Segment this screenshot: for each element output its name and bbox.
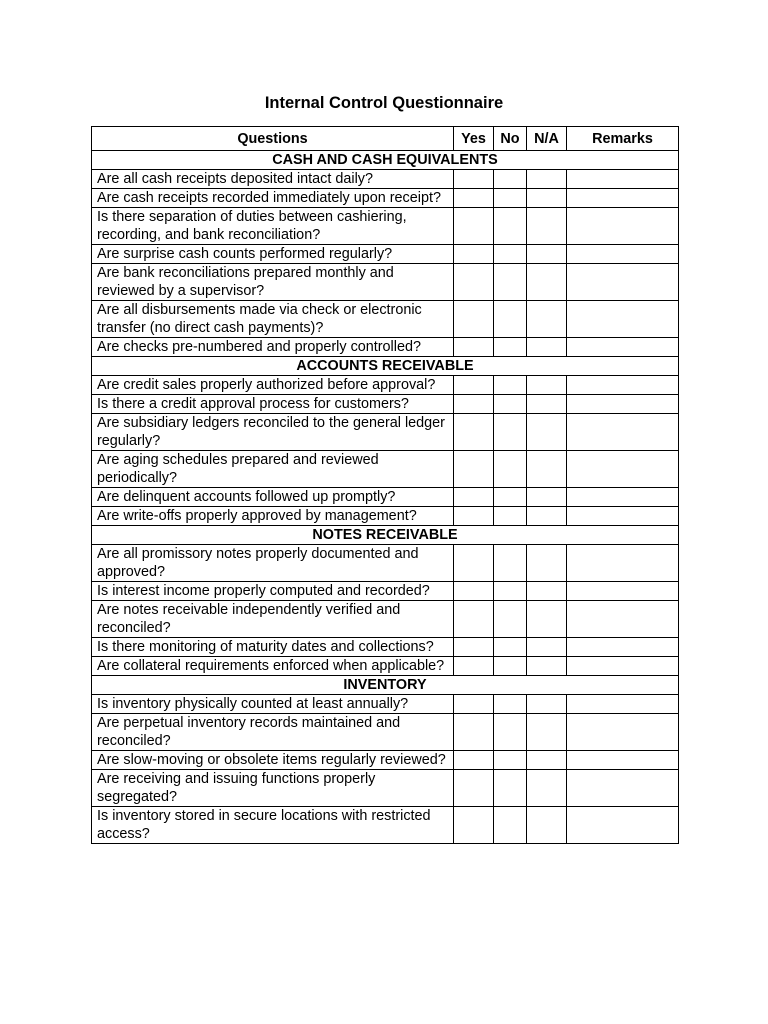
question-text: Are checks pre-numbered and properly controlled? [92, 338, 454, 357]
remarks-cell[interactable] [567, 264, 679, 301]
na-cell[interactable] [527, 582, 567, 601]
no-cell[interactable] [494, 507, 527, 526]
section-row [92, 151, 679, 170]
section-title: NOTES RECEIVABLE [92, 526, 679, 545]
question-row [92, 714, 679, 751]
no-cell[interactable] [494, 657, 527, 676]
na-cell[interactable] [527, 601, 567, 638]
remarks-cell[interactable] [567, 414, 679, 451]
remarks-cell[interactable] [567, 338, 679, 357]
question-text: Are perpetual inventory records maintained and reconciled? [92, 714, 454, 751]
yes-column-header: Yes [454, 127, 494, 151]
yes-cell[interactable] [454, 545, 494, 582]
no-cell[interactable] [494, 807, 527, 844]
question-text: Is inventory physically counted at least annually? [92, 695, 454, 714]
question-text: Are cash receipts recorded immediately upon receipt? [92, 189, 454, 208]
na-cell[interactable] [527, 301, 567, 338]
question-row [92, 414, 679, 451]
question-row [92, 264, 679, 301]
question-row [92, 545, 679, 582]
remarks-cell[interactable] [567, 582, 679, 601]
question-text: Are bank reconciliations prepared monthly and reviewed by a supervisor? [92, 264, 454, 301]
yes-cell[interactable] [454, 657, 494, 676]
remarks-cell[interactable] [567, 770, 679, 807]
no-cell[interactable] [494, 208, 527, 245]
no-cell[interactable] [494, 601, 527, 638]
question-text: Are all cash receipts deposited intact daily? [92, 170, 454, 189]
question-row [92, 170, 679, 189]
yes-cell[interactable] [454, 376, 494, 395]
question-text: Are notes receivable independently verified and reconciled? [92, 601, 454, 638]
remarks-cell[interactable] [567, 657, 679, 676]
question-text: Is interest income properly computed and recorded? [92, 582, 454, 601]
yes-cell[interactable] [454, 189, 494, 208]
no-cell[interactable] [494, 264, 527, 301]
remarks-cell[interactable] [567, 301, 679, 338]
na-cell[interactable] [527, 395, 567, 414]
remarks-cell[interactable] [567, 189, 679, 208]
na-cell[interactable] [527, 545, 567, 582]
no-cell[interactable] [494, 545, 527, 582]
no-cell[interactable] [494, 451, 527, 488]
na-cell[interactable] [527, 770, 567, 807]
no-cell[interactable] [494, 301, 527, 338]
yes-cell[interactable] [454, 582, 494, 601]
na-cell[interactable] [527, 264, 567, 301]
yes-cell[interactable] [454, 714, 494, 751]
na-cell[interactable] [527, 414, 567, 451]
na-cell[interactable] [527, 170, 567, 189]
question-row [92, 657, 679, 676]
question-text: Are delinquent accounts followed up promptly? [92, 488, 454, 507]
yes-cell[interactable] [454, 638, 494, 657]
yes-cell[interactable] [454, 170, 494, 189]
question-row [92, 376, 679, 395]
na-cell[interactable] [527, 714, 567, 751]
remarks-cell[interactable] [567, 545, 679, 582]
question-text: Are aging schedules prepared and reviewed periodically? [92, 451, 454, 488]
question-text: Is inventory stored in secure locations with restricted access? [92, 807, 454, 844]
yes-cell[interactable] [454, 264, 494, 301]
section-row [92, 357, 679, 376]
yes-cell[interactable] [454, 751, 494, 770]
no-cell[interactable] [494, 751, 527, 770]
question-row [92, 582, 679, 601]
no-cell[interactable] [494, 488, 527, 507]
question-text: Are collateral requirements enforced when applicable? [92, 657, 454, 676]
no-cell[interactable] [494, 189, 527, 208]
no-cell[interactable] [494, 582, 527, 601]
question-row [92, 638, 679, 657]
question-row [92, 601, 679, 638]
na-cell[interactable] [527, 695, 567, 714]
na-cell[interactable] [527, 376, 567, 395]
remarks-cell[interactable] [567, 638, 679, 657]
yes-cell[interactable] [454, 245, 494, 264]
yes-cell[interactable] [454, 414, 494, 451]
question-text: Is there separation of duties between cashiering, recording, and bank reconciliation? [92, 208, 454, 245]
yes-cell[interactable] [454, 208, 494, 245]
no-cell[interactable] [494, 714, 527, 751]
na-cell[interactable] [527, 638, 567, 657]
question-text: Are write-offs properly approved by management? [92, 507, 454, 526]
question-text: Are slow-moving or obsolete items regularly reviewed? [92, 751, 454, 770]
remarks-cell[interactable] [567, 751, 679, 770]
yes-cell[interactable] [454, 695, 494, 714]
questionnaire-table [91, 126, 679, 844]
section-row [92, 526, 679, 545]
question-row [92, 770, 679, 807]
table-body [92, 151, 679, 844]
na-cell[interactable] [527, 189, 567, 208]
question-row [92, 807, 679, 844]
question-row [92, 208, 679, 245]
remarks-cell[interactable] [567, 807, 679, 844]
question-row [92, 338, 679, 357]
question-row [92, 245, 679, 264]
question-row [92, 695, 679, 714]
remarks-cell[interactable] [567, 507, 679, 526]
yes-cell[interactable] [454, 338, 494, 357]
question-row [92, 751, 679, 770]
question-row [92, 189, 679, 208]
na-cell[interactable] [527, 451, 567, 488]
no-column-header: No [494, 127, 527, 151]
section-title: CASH AND CASH EQUIVALENTS [92, 151, 679, 170]
page-title: Internal Control Questionnaire [264, 94, 504, 112]
no-cell[interactable] [494, 695, 527, 714]
na-column-header: N/A [527, 127, 567, 151]
question-text: Is there a credit approval process for customers? [92, 395, 454, 414]
yes-cell[interactable] [454, 301, 494, 338]
no-cell[interactable] [494, 414, 527, 451]
section-title: ACCOUNTS RECEIVABLE [92, 357, 679, 376]
no-cell[interactable] [494, 338, 527, 357]
no-cell[interactable] [494, 170, 527, 189]
na-cell[interactable] [527, 507, 567, 526]
yes-cell[interactable] [454, 488, 494, 507]
yes-cell[interactable] [454, 451, 494, 488]
no-cell[interactable] [494, 376, 527, 395]
na-cell[interactable] [527, 657, 567, 676]
section-title: INVENTORY [92, 676, 679, 695]
no-cell[interactable] [494, 770, 527, 807]
remarks-column-header: Remarks [567, 127, 679, 151]
question-row [92, 301, 679, 338]
no-cell[interactable] [494, 245, 527, 264]
remarks-cell[interactable] [567, 695, 679, 714]
section-row [92, 676, 679, 695]
na-cell[interactable] [527, 245, 567, 264]
remarks-cell[interactable] [567, 170, 679, 189]
remarks-cell[interactable] [567, 245, 679, 264]
remarks-cell[interactable] [567, 488, 679, 507]
question-text: Are receiving and issuing functions properly segregated? [92, 770, 454, 807]
header-row [92, 127, 679, 151]
question-row [92, 488, 679, 507]
na-cell[interactable] [527, 208, 567, 245]
na-cell[interactable] [527, 807, 567, 844]
na-cell[interactable] [527, 338, 567, 357]
na-cell[interactable] [527, 751, 567, 770]
yes-cell[interactable] [454, 770, 494, 807]
na-cell[interactable] [527, 488, 567, 507]
remarks-cell[interactable] [567, 208, 679, 245]
question-row [92, 395, 679, 414]
yes-cell[interactable] [454, 601, 494, 638]
yes-cell[interactable] [454, 395, 494, 414]
yes-cell[interactable] [454, 507, 494, 526]
question-text: Are surprise cash counts performed regularly? [92, 245, 454, 264]
question-text: Are credit sales properly authorized before approval? [92, 376, 454, 395]
remarks-cell[interactable] [567, 714, 679, 751]
question-text: Is there monitoring of maturity dates and collections? [92, 638, 454, 657]
question-row [92, 507, 679, 526]
yes-cell[interactable] [454, 807, 494, 844]
remarks-cell[interactable] [567, 395, 679, 414]
no-cell[interactable] [494, 395, 527, 414]
remarks-cell[interactable] [567, 451, 679, 488]
question-text: Are subsidiary ledgers reconciled to the general ledger regularly? [92, 414, 454, 451]
remarks-cell[interactable] [567, 376, 679, 395]
no-cell[interactable] [494, 638, 527, 657]
remarks-cell[interactable] [567, 601, 679, 638]
question-row [92, 451, 679, 488]
question-text: Are all disbursements made via check or electronic transfer (no direct cash payments)? [92, 301, 454, 338]
question-text: Are all promissory notes properly documented and approved? [92, 545, 454, 582]
questions-column-header: Questions [92, 127, 454, 151]
